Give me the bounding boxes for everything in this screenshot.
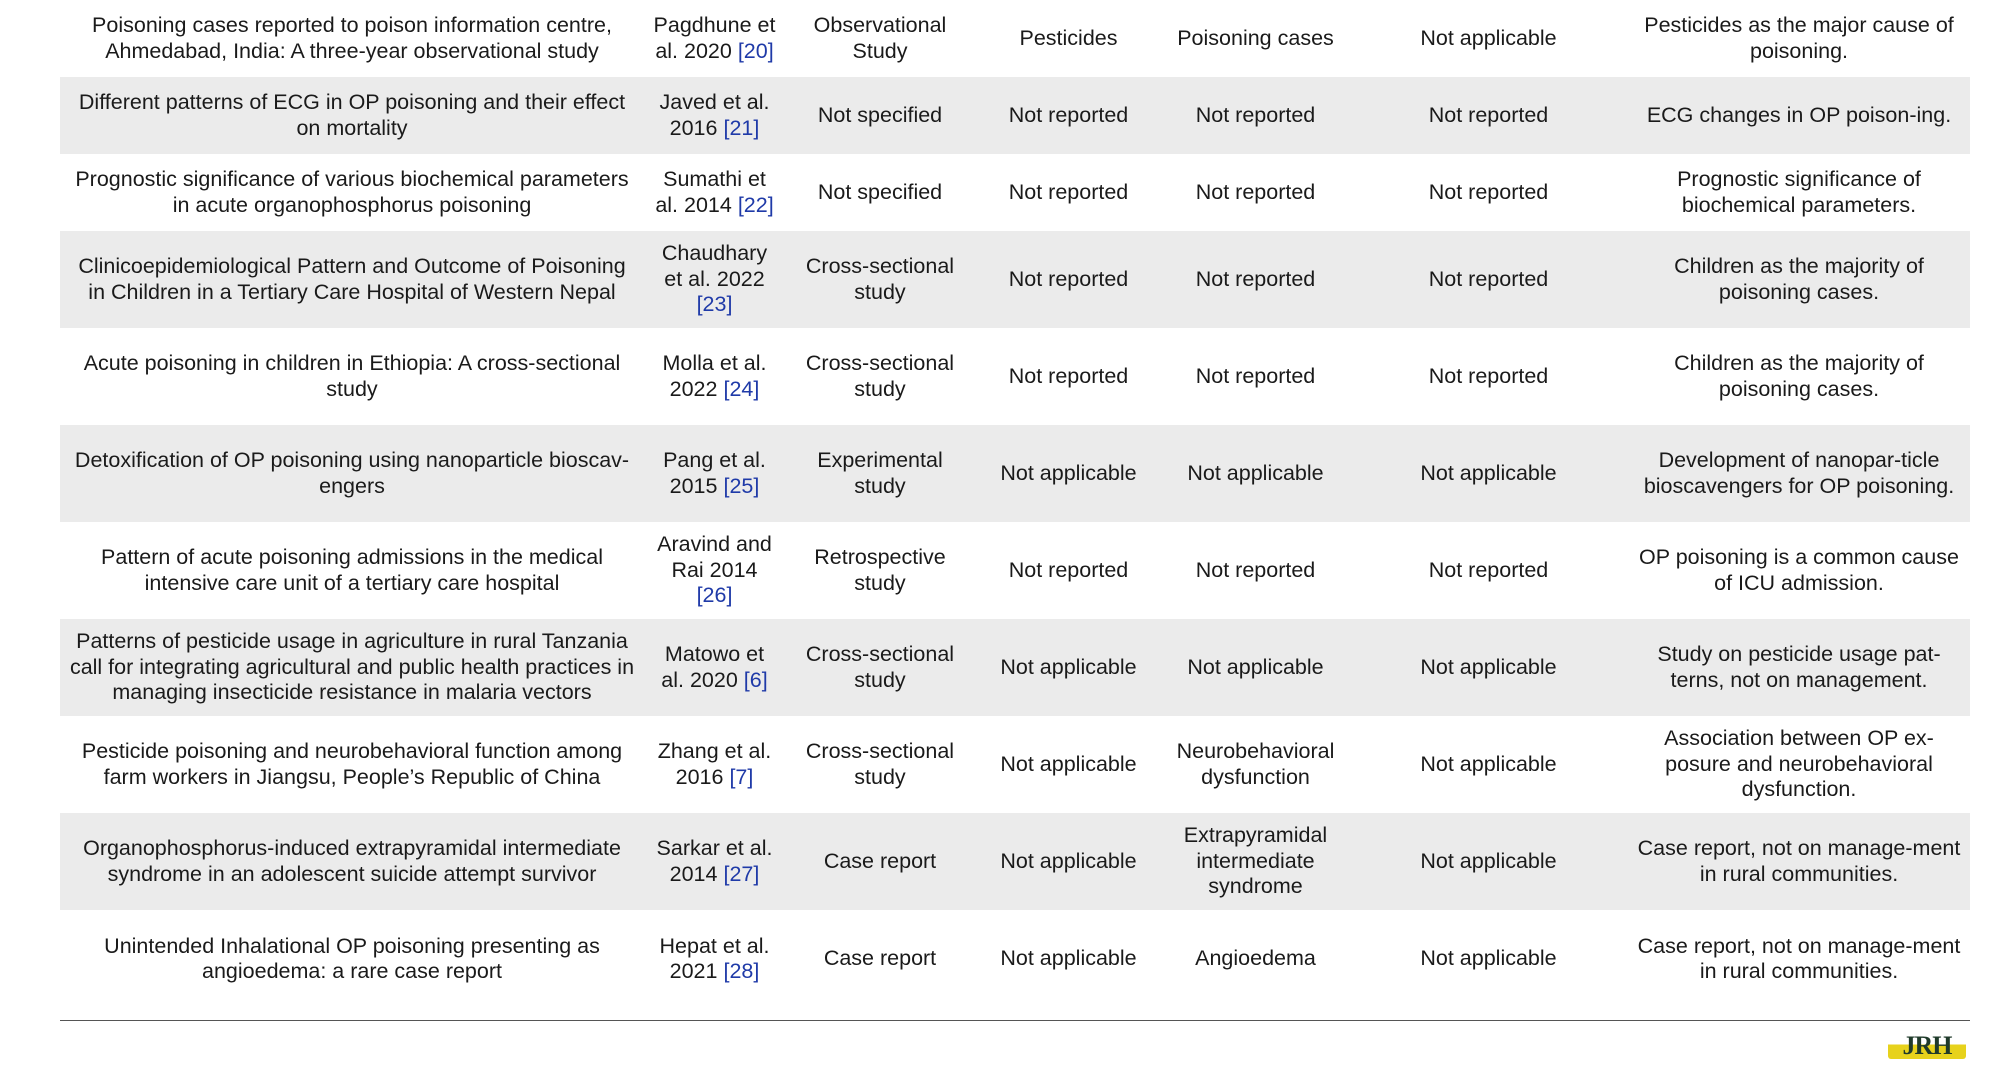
author-year-cell	[644, 328, 785, 425]
author-year-cell	[644, 522, 785, 619]
outcome-cell: Not reported	[1195, 557, 1316, 582]
exposure-cell: Not reported	[1008, 179, 1129, 204]
study-design-cell: Case report	[823, 946, 937, 971]
outcome-cell: Poisoning cases	[1177, 25, 1334, 50]
study-title-cell: Pesticide poisoning and neurobehavioral function among farm workers in Jiangsu, People’s Republic of China	[81, 739, 623, 789]
table-row	[60, 0, 1970, 77]
author-year-cell	[644, 425, 785, 522]
study-title-cell: Organophosphorus-induced extrapyramidal intermediate syndrome in an adolescent suicide attempt survivor	[60, 813, 644, 910]
study-title-cell: Detoxification of OP poisoning using nanoparticle bioscav-engers	[60, 425, 644, 522]
management-cell: Not reported	[1349, 231, 1628, 328]
author-year-text: Aravind and Rai 2014	[657, 532, 772, 582]
reference-link[interactable]: [25]	[723, 473, 760, 498]
management-cell: Not applicable	[1349, 813, 1628, 910]
study-design-cell: Observational Study	[813, 13, 947, 63]
table-row	[60, 522, 1970, 619]
author-year-cell	[644, 0, 785, 77]
study-title-cell: Clinicoepidemiological Pattern and Outcome of Poisoning in Children in a Tertiary Care Hospital of Western Nepal	[60, 231, 644, 328]
study-design-cell: Cross-sectional study	[805, 351, 955, 401]
table-bottom-rule	[60, 1020, 1970, 1021]
journal-logo: JRH	[1888, 1033, 1966, 1059]
table-body	[60, 0, 1970, 1008]
table-row	[60, 77, 1970, 154]
studies-table	[60, 0, 1970, 1008]
key-finding-cell: Study on pesticide usage pat-terns, not on management.	[1628, 619, 1970, 716]
management-cell: Not applicable	[1349, 425, 1628, 522]
study-title-cell: Patterns of pesticide usage in agriculture in rural Tanzania call for integrating agricultural and public health practices in managing insecticide resistance in malaria vectors	[60, 619, 644, 716]
exposure-cell: Not applicable	[975, 425, 1162, 522]
management-cell: Not applicable	[1349, 619, 1628, 716]
reference-link[interactable]: [6]	[743, 667, 768, 692]
table-row	[60, 154, 1970, 231]
exposure-cell: Not applicable	[1000, 751, 1137, 776]
study-title-cell: Unintended Inhalational OP poisoning presenting as angioedema: a rare case report	[104, 933, 600, 983]
exposure-cell: Not reported	[1008, 557, 1129, 582]
table-row	[60, 910, 1970, 1008]
author-year-cell	[644, 231, 785, 328]
study-design-cell: Cross-sectional study	[785, 231, 975, 328]
outcome-cell: Not reported	[1162, 77, 1349, 154]
key-finding-cell: OP poisoning is a common cause of ICU admission.	[1639, 545, 1959, 595]
management-cell: Not applicable	[1420, 751, 1557, 776]
outcome-cell: Angioedema	[1195, 946, 1316, 971]
outcome-cell: Not reported	[1195, 363, 1316, 388]
management-cell: Not reported	[1428, 179, 1549, 204]
author-year-text: Sumathi et al. 2014	[655, 167, 766, 217]
table-row	[60, 425, 1970, 522]
author-year-text: Pang et al. 2015	[663, 448, 766, 498]
exposure-cell: Not reported	[975, 77, 1162, 154]
reference-link[interactable]: [23]	[696, 292, 733, 317]
table-row	[60, 619, 1970, 716]
study-design-cell: Experimental study	[785, 425, 975, 522]
reference-link[interactable]: [24]	[723, 376, 760, 401]
key-finding-cell: Case report, not on manage-ment in rural communities.	[1637, 933, 1961, 983]
author-year-cell	[644, 813, 785, 910]
exposure-cell: Pesticides	[1019, 25, 1118, 50]
exposure-cell: Not applicable	[975, 619, 1162, 716]
outcome-cell: Neurobehavioral dysfunction	[1176, 739, 1335, 789]
key-finding-cell: Children as the majority of poisoning cases.	[1674, 351, 1924, 401]
table-row	[60, 716, 1970, 813]
table-row	[60, 231, 1970, 328]
studies-table-container	[60, 0, 1970, 1008]
author-year-text: Matowo et al. 2020	[661, 642, 765, 692]
study-title-cell: Poisoning cases reported to poison information centre, Ahmedabad, India: A three-year observational study	[92, 13, 612, 63]
author-year-text: Sarkar et al. 2014	[656, 836, 773, 886]
author-year-text: Chaudhary et al. 2022	[661, 241, 768, 291]
author-year-text: Molla et al. 2022	[662, 351, 767, 401]
study-title-cell: Prognostic significance of various biochemical parameters in acute organophosphorus poisoning	[75, 167, 629, 217]
author-year-text: Hepat et al. 2021	[659, 933, 770, 983]
key-finding-cell: ECG changes in OP poison-ing.	[1628, 77, 1970, 154]
management-cell: Not reported	[1428, 363, 1549, 388]
reference-link[interactable]: [27]	[723, 861, 760, 886]
author-year-cell	[644, 619, 785, 716]
study-title-cell: Pattern of acute poisoning admissions in the medical intensive care unit of a tertiary care hospital	[101, 545, 603, 595]
table-row	[60, 813, 1970, 910]
study-design-cell: Cross-sectional study	[785, 619, 975, 716]
key-finding-cell: Pesticides as the major cause of poisoning.	[1644, 13, 1954, 63]
study-design-cell: Case report	[785, 813, 975, 910]
reference-link[interactable]: [26]	[696, 583, 733, 608]
author-year-cell	[644, 154, 785, 231]
exposure-cell: Not reported	[975, 231, 1162, 328]
study-design-cell: Cross-sectional study	[805, 739, 955, 789]
key-finding-cell: Development of nanopar-ticle bioscavengers for OP poisoning.	[1628, 425, 1970, 522]
reference-link[interactable]: [7]	[729, 764, 754, 789]
key-finding-cell: Children as the majority of poisoning cases.	[1628, 231, 1970, 328]
reference-link[interactable]: [28]	[723, 959, 760, 983]
table-row	[60, 328, 1970, 425]
author-year-text: Zhang et al. 2016	[657, 739, 772, 789]
author-year-text: Pagdhune et al. 2020	[653, 13, 776, 63]
exposure-cell: Not applicable	[975, 813, 1162, 910]
reference-link[interactable]: [22]	[737, 192, 774, 217]
reference-link[interactable]: [21]	[723, 115, 760, 140]
management-cell: Not reported	[1428, 557, 1549, 582]
management-cell: Not reported	[1349, 77, 1628, 154]
management-cell: Not applicable	[1420, 946, 1557, 971]
key-finding-cell: Association between OP ex-posure and neurobehavioral dysfunction.	[1664, 726, 1934, 802]
study-design-cell: Retrospective study	[814, 545, 946, 595]
author-year-cell	[644, 77, 785, 154]
exposure-cell: Not applicable	[1000, 946, 1137, 971]
study-design-cell: Not specified	[817, 179, 943, 204]
author-year-text: Javed et al. 2016	[659, 90, 770, 140]
study-title-cell: Different patterns of ECG in OP poisoning and their effect on mortality	[60, 77, 644, 154]
author-year-cell	[644, 716, 785, 813]
key-finding-cell: Prognostic significance of biochemical parameters.	[1677, 167, 1921, 217]
outcome-cell: Extrapyramidal intermediate syndrome	[1162, 813, 1349, 910]
outcome-cell: Not applicable	[1162, 425, 1349, 522]
management-cell: Not applicable	[1420, 25, 1557, 50]
study-title-cell: Acute poisoning in children in Ethiopia: A cross-sectional study	[83, 351, 621, 401]
outcome-cell: Not applicable	[1162, 619, 1349, 716]
exposure-cell: Not reported	[1008, 363, 1129, 388]
author-year-cell	[644, 910, 785, 1008]
outcome-cell: Not reported	[1195, 179, 1316, 204]
outcome-cell: Not reported	[1162, 231, 1349, 328]
study-design-cell: Not specified	[785, 77, 975, 154]
reference-link[interactable]: [20]	[737, 38, 774, 63]
key-finding-cell: Case report, not on manage-ment in rural communities.	[1628, 813, 1970, 910]
